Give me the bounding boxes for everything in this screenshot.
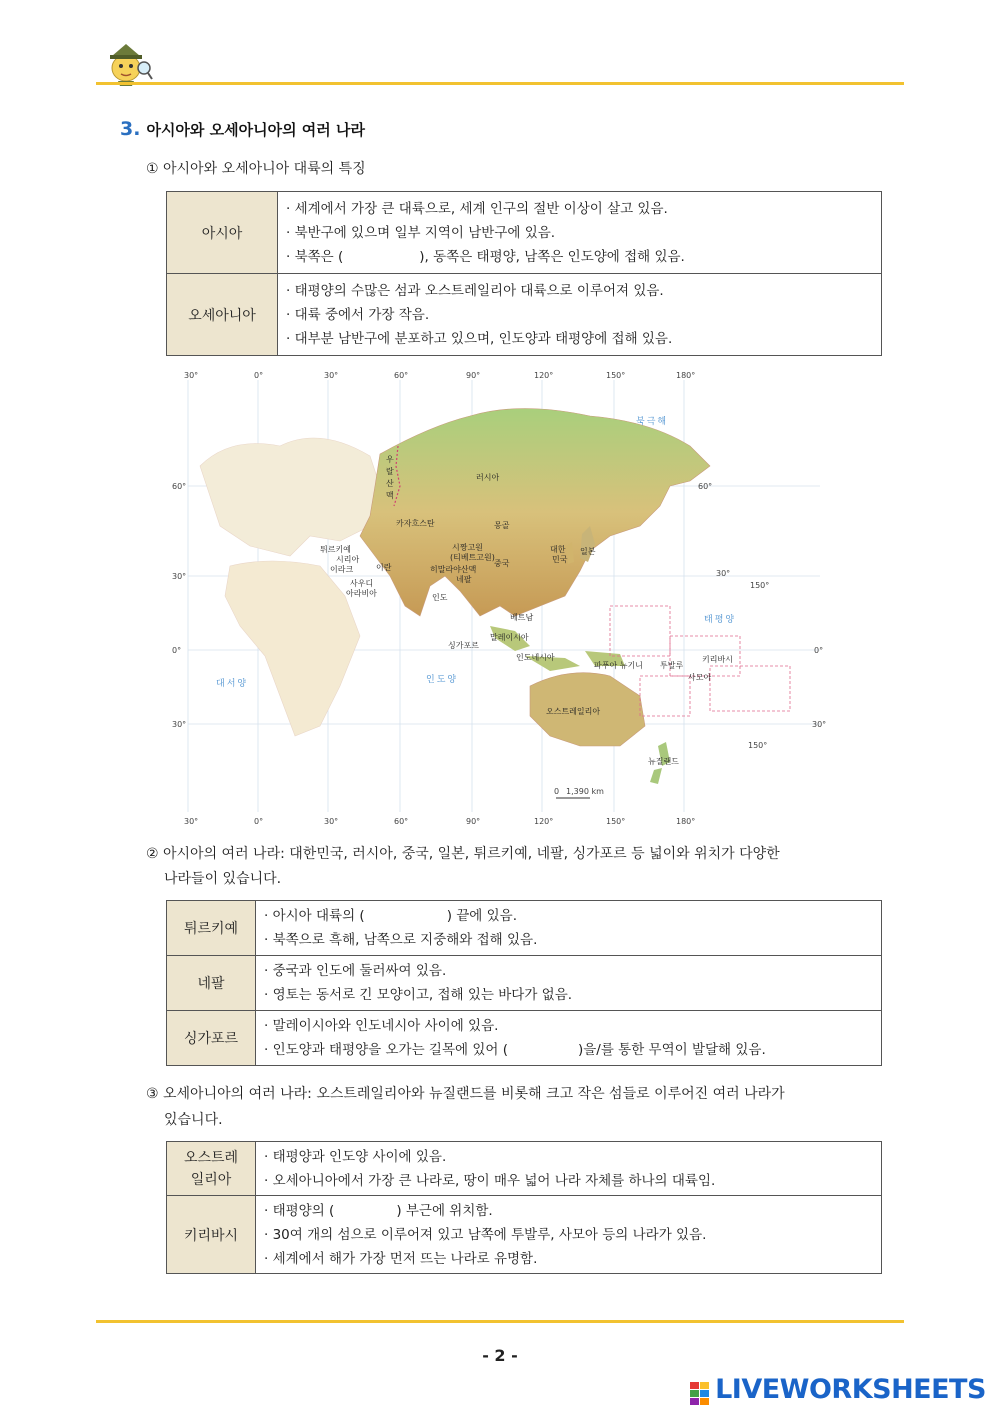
subheading-3 [146,1082,886,1106]
list-item-with-blank: · 인도양과 태평양을 오가는 길목에 있어 ( )을/를 통한 무역이 발달해 있음. [264,1042,766,1058]
map-label-saudi: 아라비아 [346,589,377,598]
map-bottom-tick: 180° [676,817,696,826]
table-row [167,274,882,356]
map-bottom-tick: 90° [466,817,481,826]
map-label-syria: 시리아 [336,555,360,564]
continent-table [166,191,882,356]
list-item: · 말레이시아와 인도네시아 사이에 있음. [264,1018,499,1034]
ocean-arctic: 북극해 [636,417,669,427]
map-label-turkiye: 튀르키예 [320,545,351,554]
map-label-himalaya: 히말라야산맥 [430,565,477,574]
row-head-asia: 아시아 [167,192,278,274]
map-top-tick: 0° [254,371,264,380]
subheading-3-text: 오스트레일리아와 뉴질랜드를 비롯해 크고 작은 섬들로 이루어진 여러 나라가 [316,1086,785,1102]
subheading-3-cont: 있습니다. [164,1112,223,1128]
table-row [167,192,882,274]
list-item: · 태평양과 인도양 사이에 있음. [264,1148,447,1165]
list-item: · 오세아니아에서 가장 큰 나라로, 땅이 매우 넓어 나라 자체를 하나의 대륙임. [264,1172,716,1189]
table-row [167,1196,882,1274]
map-bottom-tick: 30° [324,817,339,826]
list-item: · 대부분 남반구에 분포하고 있으며, 인도양과 태평양에 접해 있음. [286,330,673,347]
map-top-tick: 90° [466,371,481,380]
subheading-2-cont: 나라들이 있습니다. [164,871,282,887]
row-body-turkiye [256,901,882,956]
table-row [167,956,882,1011]
map-right-tick: 0° [814,646,824,655]
row-head-australia: 오스트레 일리아 [167,1142,256,1196]
list-item: · 태평양의 수많은 섬과 오스트레일리아 대륙으로 이루어져 있음. [286,282,664,299]
list-item: · 중국과 인도에 둘러싸여 있음. [264,963,447,979]
table-row [167,901,882,956]
section-number: 3. [120,118,141,140]
map-label-png: 파푸아 뉴기니 [594,661,643,670]
map-label-iran: 이란 [376,563,392,572]
map-label-india: 인도 [432,593,448,602]
map-bottom-tick: 120° [534,817,554,826]
list-item: · 대륙 중에서 가장 작음. [286,306,430,323]
list-item-with-blank: · 태평양의 ( ) 부근에 위치함. [264,1202,493,1219]
detective-mascot-icon [104,38,154,86]
row-body-asia [278,192,882,274]
map-right-tick: 60° [698,482,713,491]
map-label-russia: 러시아 [476,473,500,482]
row-body-singapore [256,1011,882,1066]
subheading-2 [146,842,886,866]
map-label-china: 중국 [494,559,510,568]
list-item: · 세계에서 가장 큰 대륙으로, 세계 인구의 절반 이상이 살고 있음. [286,200,668,217]
ocean-pacific: 태평양 [704,615,737,625]
map-left-tick: 0° [172,646,182,655]
map-bottom-tick: 150° [606,817,626,826]
map-label-nepal: 네팔 [456,575,472,584]
row-body-australia [256,1142,882,1196]
list-item: · 세계에서 해가 가장 먼저 뜨는 나라로 유명함. [264,1250,538,1267]
map-label-ural: 우 [386,455,394,464]
row-head-turkiye: 튀르키예 [167,901,256,956]
list-item: · 30여 개의 섬으로 이루어져 있고 남쪽에 투발루, 사모아 등의 나라가 있음. [264,1226,707,1243]
map-label-iraq: 이라크 [330,565,354,574]
header-divider [96,82,904,85]
list-item: · 영토는 동서로 긴 모양이고, 접해 있는 바다가 없음. [264,987,573,1003]
map-top-tick: 30° [184,371,199,380]
liveworksheets-wordmark: LIVEWORKSHEETS [715,1374,986,1405]
row-body-oceania [278,274,882,356]
map-label-kiribati: 키리바시 [702,655,733,664]
map-right-tick: 30° [716,569,731,578]
scale-zero: 0 [554,787,560,796]
map-top-tick: 150° [606,371,626,380]
map-label-tibet: 시짱고원 [452,543,483,552]
section-title-text: 아시아와 오세아니아의 여러 나라 [146,121,365,139]
list-item-with-blank: · 북쪽은 ( ), 동쪽은 태평양, 남쪽은 인도양에 접해 있음. [286,248,685,265]
map-label-kazakhstan: 카자흐스탄 [396,519,435,528]
map-label-samoa: 사모아 [688,673,712,682]
map-label-korea: 대한 [550,545,566,554]
map-right-tick: 150° [748,741,768,750]
map-left-tick: 30° [172,720,187,729]
subheading-2-label: ② 아시아의 여러 나라: [146,846,285,862]
map-label-tibet: (티베트고원) [450,553,495,562]
asia-countries-table [166,900,882,1066]
row-body-kiribati [256,1196,882,1274]
liveworksheets-logo[interactable] [690,1374,986,1405]
map-label-newzealand: 뉴질랜드 [648,757,679,766]
map-bottom-tick: 60° [394,817,409,826]
map-label-malaysia: 말레이시아 [490,633,529,642]
page-number: - 2 - [482,1346,518,1365]
table-row [167,1011,882,1066]
list-item: · 북반구에 있으며 일부 지역이 남반구에 있음. [286,224,556,241]
map-bottom-tick: 0° [254,817,264,826]
map-label-ural: 랄 [386,467,394,476]
subheading-3-label: ③ 오세아니아의 여러 나라: [146,1086,312,1102]
map-right-tick: 30° [812,720,827,729]
row-head-kiribati: 키리바시 [167,1196,256,1274]
map-top-tick: 120° [534,371,554,380]
row-head-oceania: 오세아니아 [167,274,278,356]
map-label-saudi: 사우디 [350,579,374,588]
subheading-1: ① 아시아와 오세아니아 대륙의 특징 [146,161,366,177]
row-head-nepal: 네팔 [167,956,256,1011]
map-label-mongolia: 몽골 [494,521,510,530]
map-label-australia: 오스트레일리아 [546,707,601,716]
map-top-tick: 30° [324,371,339,380]
map-top-tick: 60° [394,371,409,380]
liveworksheets-badge-icon [690,1382,710,1406]
map-label-indonesia: 인도네시아 [516,653,555,662]
map-label-japan: 일본 [580,547,596,556]
map-label-tuvalu: 투발루 [660,661,684,670]
row-head-singapore: 싱가포르 [167,1011,256,1066]
section-title [120,118,365,140]
map-left-tick: 30° [172,572,187,581]
map-label-ural: 맥 [386,491,394,500]
asia-oceania-map [170,366,830,828]
map-label-ural: 산 [386,479,394,488]
scale-distance: 1,390 km [566,787,604,796]
oceania-countries-table [166,1141,882,1274]
list-item-with-blank: · 아시아 대륙의 ( ) 끝에 있음. [264,908,517,924]
map-label-korea: 민국 [552,555,568,564]
footer-divider [96,1320,904,1323]
list-item: · 북쪽으로 흑해, 남쪽으로 지중해와 접해 있음. [264,932,538,948]
map-left-tick: 60° [172,482,187,491]
map-label-vietnam: 베트남 [510,613,534,622]
subheading-2-text: 대한민국, 러시아, 중국, 일본, 튀르키예, 네팔, 싱가포르 등 넓이와 위치가 다양한 [289,846,780,862]
map-right-tick: 150° [750,581,770,590]
ocean-atlantic: 대서양 [216,679,249,689]
map-bottom-tick: 30° [184,817,199,826]
map-top-tick: 180° [676,371,696,380]
map-label-singapore: 싱가포르 [448,641,479,650]
table-row [167,1142,882,1196]
ocean-indian: 인도양 [426,675,459,685]
row-body-nepal [256,956,882,1011]
